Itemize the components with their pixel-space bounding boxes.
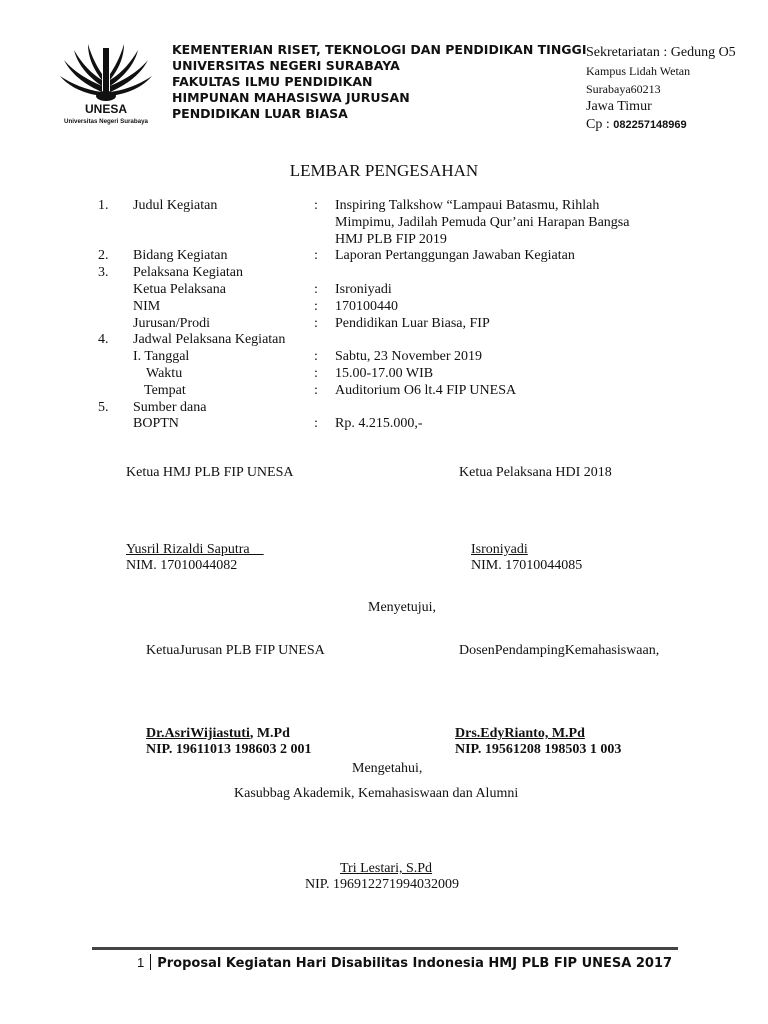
row-label: BOPTN	[133, 416, 179, 432]
page-footer	[137, 954, 672, 971]
row-number: 3.	[98, 265, 109, 281]
footer-text: Proposal Kegiatan Hari Disabilitas Indonesia HMJ PLB FIP UNESA 2017	[157, 956, 673, 971]
row-colon: :	[314, 315, 318, 331]
form-row-title	[0, 198, 768, 215]
row-colon: :	[314, 365, 318, 381]
kasubbag-nip: NIP. 196912271994032009	[305, 877, 460, 892]
row-value: Sabtu, 23 November 2019	[335, 349, 482, 365]
row-label: Pelaksana Kegiatan	[133, 265, 244, 281]
row-colon: :	[314, 382, 318, 398]
left-signer-nim: NIM. 17010044082	[126, 558, 238, 573]
letterhead-line: FAKULTAS ILMU PENDIDIKAN	[172, 74, 373, 89]
row-number: 2.	[98, 248, 109, 264]
contact-block	[586, 44, 736, 134]
contact-phone: 082257148969	[613, 119, 687, 131]
department-head-degree: , M.Pd	[249, 726, 290, 741]
row-number: 1.	[98, 198, 109, 213]
page-title: LEMBAR PENGESAHAN	[289, 161, 479, 180]
approval-label: Menyetujui,	[368, 600, 437, 615]
form-row-schedule	[0, 332, 768, 349]
form-row-executor	[0, 265, 768, 282]
approval-form	[0, 198, 768, 433]
department-head-name-main: Dr.AsriWijiastuti	[146, 726, 250, 741]
row-value: Mimpimu, Jadilah Pemuda Qur’ani Harapan Bangsa	[335, 214, 630, 230]
row-colon: :	[314, 416, 318, 432]
row-colon: :	[314, 248, 318, 264]
row-label: Tempat	[144, 382, 186, 398]
right-signer-name: Isroniyadi	[471, 542, 528, 557]
contact-campus: Kampus Lidah Wetan	[586, 64, 691, 78]
contact-phone-row	[586, 116, 736, 134]
right-signer-title: Ketua Pelaksana HDI 2018	[459, 465, 612, 480]
form-row-department	[0, 316, 768, 333]
right-signer-nim: NIM. 17010044085	[471, 558, 583, 573]
contact-province: Jawa Timur	[586, 99, 652, 114]
letterhead-line: KEMENTERIAN RISET, TEKNOLOGI DAN PENDIDIKAN TINGGI	[172, 42, 587, 57]
letterhead-line: PENDIDIKAN LUAR BIASA	[172, 106, 348, 121]
row-label: Ketua Pelaksana	[133, 281, 226, 297]
footer-separator	[150, 954, 151, 970]
row-value: Laporan Pertanggungan Jawaban Kegiatan	[335, 248, 575, 264]
row-label: Bidang Kegiatan	[133, 248, 228, 264]
row-value: 15.00-17.00 WIB	[335, 365, 434, 381]
row-colon: :	[314, 198, 318, 213]
page-number: 1	[137, 955, 145, 970]
form-row-place	[0, 383, 768, 400]
form-row-field	[0, 248, 768, 265]
row-label: Waktu	[146, 365, 183, 381]
supervisor-title: DosenPendampingKemahasiswaan,	[459, 643, 660, 658]
row-colon: :	[314, 298, 318, 314]
form-row-title-cont	[0, 232, 768, 249]
department-head-title: KetuaJurusan PLB FIP UNESA	[146, 643, 325, 658]
letterhead-lines	[172, 42, 586, 122]
form-row-nim	[0, 299, 768, 316]
left-signer-title: Ketua HMJ PLB FIP UNESA	[126, 465, 294, 480]
row-colon: :	[314, 281, 318, 297]
row-value: Isroniyadi	[335, 281, 392, 297]
logo-subtext: Universitas Negeri Surabaya	[64, 118, 148, 125]
form-row-time	[0, 366, 768, 383]
row-label: Sumber dana	[133, 399, 207, 415]
acknowledged-label: Mengetahui,	[352, 761, 423, 776]
footer-rule	[92, 947, 678, 950]
row-colon: :	[314, 349, 318, 365]
supervisor-name: Drs.EdyRianto, M.Pd	[455, 726, 585, 741]
row-value: Auditorium O6 lt.4 FIP UNESA	[335, 382, 517, 398]
row-label: Jurusan/Prodi	[133, 315, 210, 331]
supervisor-nip: NIP. 19561208 198503 1 003	[455, 742, 622, 757]
row-label: I. Tanggal	[133, 349, 190, 365]
contact-cp-label: Cp :	[586, 117, 610, 132]
unesa-logo	[58, 42, 154, 126]
kasubbag-name: Tri Lestari, S.Pd	[340, 861, 433, 876]
row-value: Rp. 4.215.000,-	[335, 416, 423, 432]
kasubbag-title: Kasubbag Akademik, Kemahasiswaan dan Alumni	[234, 786, 519, 801]
contact-city: Surabaya60213	[586, 82, 661, 96]
form-row-title-cont	[0, 215, 768, 232]
form-row-boptn	[0, 416, 768, 433]
letterhead-line: HIMPUNAN MAHASISWA JURUSAN	[172, 90, 410, 105]
form-row-funding	[0, 400, 768, 417]
letterhead-line: UNIVERSITAS NEGERI SURABAYA	[172, 58, 400, 73]
row-value: 170100440	[335, 298, 398, 314]
row-label: NIM	[133, 298, 161, 314]
row-value: HMJ PLB FIP 2019	[335, 231, 447, 247]
logo-text: UNESA	[84, 102, 128, 116]
row-number: 4.	[98, 332, 109, 348]
row-value: Pendidikan Luar Biasa, FIP	[335, 315, 490, 331]
left-signer-name: Yusril Rizaldi Saputra	[126, 542, 264, 557]
contact-secretariat: Sekretariatan : Gedung O5	[586, 45, 736, 60]
row-label: Jadwal Pelaksana Kegiatan	[133, 332, 286, 348]
row-label: Judul Kegiatan	[133, 198, 218, 213]
form-row-chair	[0, 282, 768, 299]
form-row-date	[0, 349, 768, 366]
row-value: Inspiring Talkshow “Lampaui Batasmu, Rihlah	[335, 198, 600, 213]
row-number: 5.	[98, 399, 109, 415]
department-head-nip: NIP. 19611013 198603 2 001	[146, 742, 312, 757]
department-head-name	[146, 726, 290, 742]
